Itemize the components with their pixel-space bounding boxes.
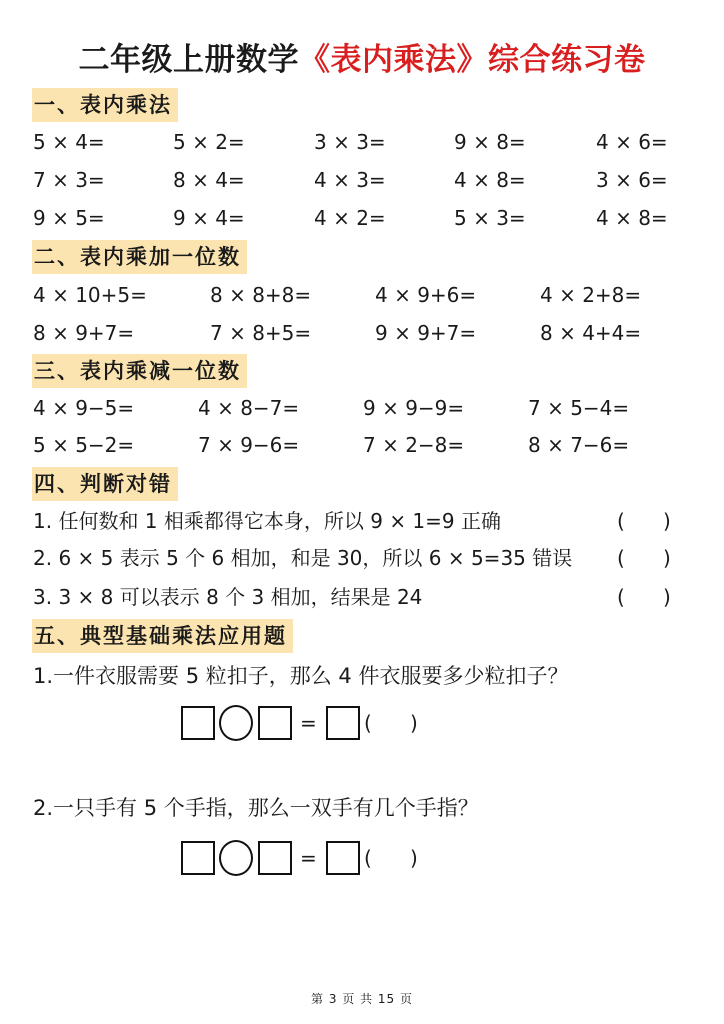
exercise-item: 8 × 4= [173, 168, 245, 192]
exercise-item: 4 × 10+5= [33, 283, 147, 307]
answer-parentheses[interactable]: ( ) [617, 546, 671, 570]
exercise-item: 3 × 6= [596, 168, 668, 192]
judgement-question: 1. 任何数和 1 相乘都得它本身，所以 9 × 1=9 正确 [33, 509, 501, 533]
section-heading-1: 一、表内乘法 [32, 88, 178, 122]
equals-sign: = [300, 846, 317, 870]
word-problem: 1.一件衣服需要 5 粒扣子，那么 4 件衣服要多少粒扣子？ [33, 664, 569, 688]
operator-circle[interactable] [219, 840, 253, 876]
exercise-row [0, 318, 724, 348]
exercise-item: 7 × 3= [33, 168, 105, 192]
answer-box[interactable] [326, 706, 360, 740]
answer-parentheses[interactable]: ( ) [364, 846, 418, 870]
exercise-item: 4 × 9−5= [33, 396, 135, 420]
exercise-item: 9 × 9+7= [375, 321, 477, 345]
exercise-item: 4 × 8= [454, 168, 526, 192]
exercise-item: 5 × 5−2= [33, 433, 135, 457]
answer-box[interactable] [181, 706, 215, 740]
answer-parentheses[interactable]: ( ) [364, 711, 418, 735]
exercise-row [0, 430, 724, 460]
exercise-item: 9 × 5= [33, 206, 105, 230]
word-problem: 2.一只手有 5 个手指，那么一双手有几个手指？ [33, 796, 479, 820]
exercise-item: 4 × 2+8= [540, 283, 642, 307]
operator-circle[interactable] [219, 705, 253, 741]
answer-parentheses[interactable]: ( ) [617, 585, 671, 609]
exercise-item: 4 × 8−7= [198, 396, 300, 420]
answer-box[interactable] [258, 706, 292, 740]
exercise-item: 7 × 5−4= [528, 396, 630, 420]
page-title [0, 34, 724, 79]
exercise-item: 7 × 2−8= [363, 433, 465, 457]
exercise-item: 8 × 9+7= [33, 321, 135, 345]
section-heading-2: 二、表内乘加一位数 [32, 240, 247, 274]
answer-box[interactable] [326, 841, 360, 875]
title-suffix: 综合练习卷 [488, 42, 646, 78]
title-prefix: 二年级上册数学 [78, 42, 299, 78]
exercise-item: 5 × 3= [454, 206, 526, 230]
answer-box[interactable] [181, 841, 215, 875]
judgement-question: 2. 6 × 5 表示 5 个 6 相加，和是 30，所以 6 × 5=35 错误 [33, 546, 573, 570]
exercise-item: 7 × 8+5= [210, 321, 312, 345]
exercise-row [0, 393, 724, 423]
exercise-item: 9 × 8= [454, 130, 526, 154]
section-heading-5: 五、典型基础乘法应用题 [32, 619, 293, 653]
exercise-item: 5 × 4= [33, 130, 105, 154]
exercise-item: 9 × 9−9= [363, 396, 465, 420]
exercise-item: 4 × 9+6= [375, 283, 477, 307]
title-highlight: 《表内乘法》 [299, 42, 488, 78]
exercise-item: 8 × 4+4= [540, 321, 642, 345]
exercise-item: 4 × 2= [314, 206, 386, 230]
exercise-row [0, 203, 724, 233]
answer-box[interactable] [258, 841, 292, 875]
exercise-item: 4 × 8= [596, 206, 668, 230]
exercise-row [0, 127, 724, 157]
section-heading-3: 三、表内乘减一位数 [32, 354, 247, 388]
exercise-item: 8 × 7−6= [528, 433, 630, 457]
exercise-row [0, 165, 724, 195]
exercise-row [0, 280, 724, 310]
equals-sign: = [300, 711, 317, 735]
exercise-item: 5 × 2= [173, 130, 245, 154]
exercise-item: 8 × 8+8= [210, 283, 312, 307]
section-heading-4: 四、判断对错 [32, 467, 178, 501]
exercise-item: 4 × 6= [596, 130, 668, 154]
judgement-question: 3. 3 × 8 可以表示 8 个 3 相加，结果是 24 [33, 585, 423, 609]
page-footer: 第 3 页 共 15 页 [311, 992, 413, 1006]
exercise-item: 4 × 3= [314, 168, 386, 192]
exercise-item: 9 × 4= [173, 206, 245, 230]
answer-parentheses[interactable]: ( ) [617, 509, 671, 533]
exercise-item: 7 × 9−6= [198, 433, 300, 457]
exercise-item: 3 × 3= [314, 130, 386, 154]
